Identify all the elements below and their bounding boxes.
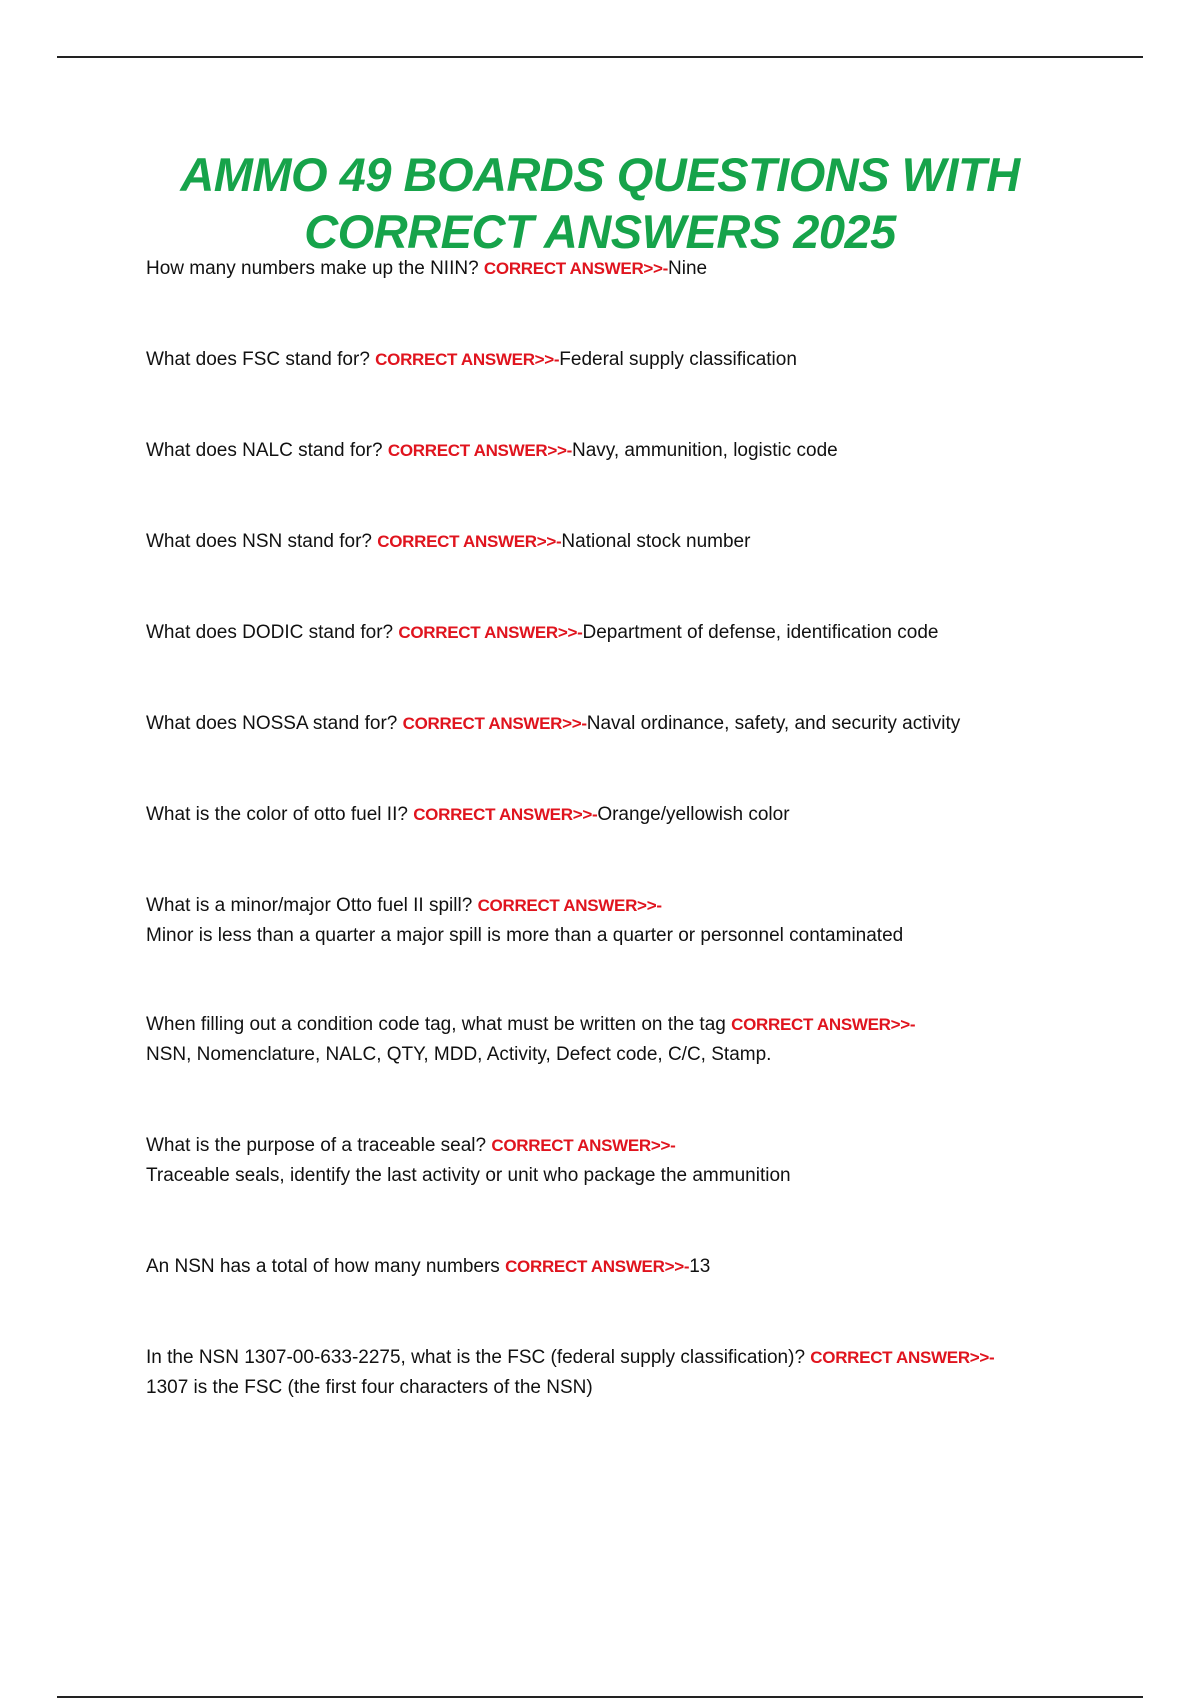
answer-text: Naval ordinance, safety, and security activity	[586, 713, 961, 734]
qa-item	[146, 800, 1086, 830]
answer-text: Nine	[668, 258, 708, 279]
answer-text: 13	[689, 1256, 711, 1277]
qa-item	[146, 891, 1086, 951]
top-rule	[57, 56, 1143, 58]
qa-item	[146, 527, 1086, 557]
question-text: What does NALC stand for?	[146, 440, 383, 461]
answer-label: CORRECT ANSWER>>-	[483, 259, 669, 278]
qa-item	[146, 1343, 1086, 1403]
answer-label: CORRECT ANSWER>>-	[375, 350, 560, 369]
answer-text: NSN, Nomenclature, NALC, QTY, MDD, Activity, Defect code, C/C, Stamp.	[146, 1044, 772, 1065]
qa-item	[146, 1252, 1086, 1282]
answer-text: Minor is less than a quarter a major spill is more than a quarter or personnel contaminated	[146, 925, 904, 946]
question-text: An NSN has a total of how many numbers	[146, 1256, 500, 1277]
question-text: How many numbers make up the NIIN?	[146, 258, 479, 279]
answer-text: Department of defense, identification code	[582, 622, 939, 643]
answer-text: National stock number	[561, 531, 751, 552]
answer-label: CORRECT ANSWER>>-	[398, 623, 583, 642]
answer-label: CORRECT ANSWER>>-	[402, 714, 587, 733]
answer-label: CORRECT ANSWER>>-	[387, 441, 572, 460]
answer-label: CORRECT ANSWER>>-	[377, 532, 562, 551]
answer-text: Federal supply classification	[559, 349, 797, 370]
answer-text: Traceable seals, identify the last activity or unit who package the ammunition	[146, 1165, 791, 1186]
answer-label: CORRECT ANSWER>>-	[491, 1136, 676, 1155]
answer-label: CORRECT ANSWER>>-	[505, 1257, 690, 1276]
title-line-2: CORRECT ANSWERS 2025	[304, 205, 896, 258]
answer-label: CORRECT ANSWER>>-	[413, 805, 598, 824]
question-text: What does FSC stand for?	[146, 349, 370, 370]
document-title	[100, 146, 1100, 260]
question-text: What does DODIC stand for?	[146, 622, 394, 643]
answer-text: Orange/yellowish color	[597, 804, 790, 825]
answer-text: Navy, ammunition, logistic code	[571, 440, 838, 461]
question-text: In the NSN 1307-00-633-2275, what is the FSC (federal supply classification)?	[146, 1347, 806, 1368]
answer-label: CORRECT ANSWER>>-	[731, 1015, 916, 1034]
question-text: What does NOSSA stand for?	[146, 713, 398, 734]
qa-item	[146, 1010, 1086, 1070]
bottom-rule	[57, 1696, 1143, 1698]
answer-text: 1307 is the FSC (the first four characters of the NSN)	[146, 1377, 593, 1398]
qa-item	[146, 345, 1086, 375]
answer-label: CORRECT ANSWER>>-	[810, 1348, 995, 1367]
question-text: When filling out a condition code tag, what must be written on the tag	[146, 1014, 726, 1035]
question-text: What is the purpose of a traceable seal?	[146, 1135, 487, 1156]
qa-item	[146, 618, 1086, 648]
answer-label: CORRECT ANSWER>>-	[477, 896, 662, 915]
qa-item	[146, 254, 1086, 284]
question-text: What does NSN stand for?	[146, 531, 372, 552]
question-text: What is the color of otto fuel II?	[146, 804, 408, 825]
qa-item	[146, 436, 1086, 466]
question-text: What is a minor/major Otto fuel II spill?	[146, 895, 473, 916]
qa-item	[146, 1131, 1086, 1191]
title-line-1: AMMO 49 BOARDS QUESTIONS WITH	[180, 148, 1020, 201]
qa-item	[146, 709, 1086, 739]
